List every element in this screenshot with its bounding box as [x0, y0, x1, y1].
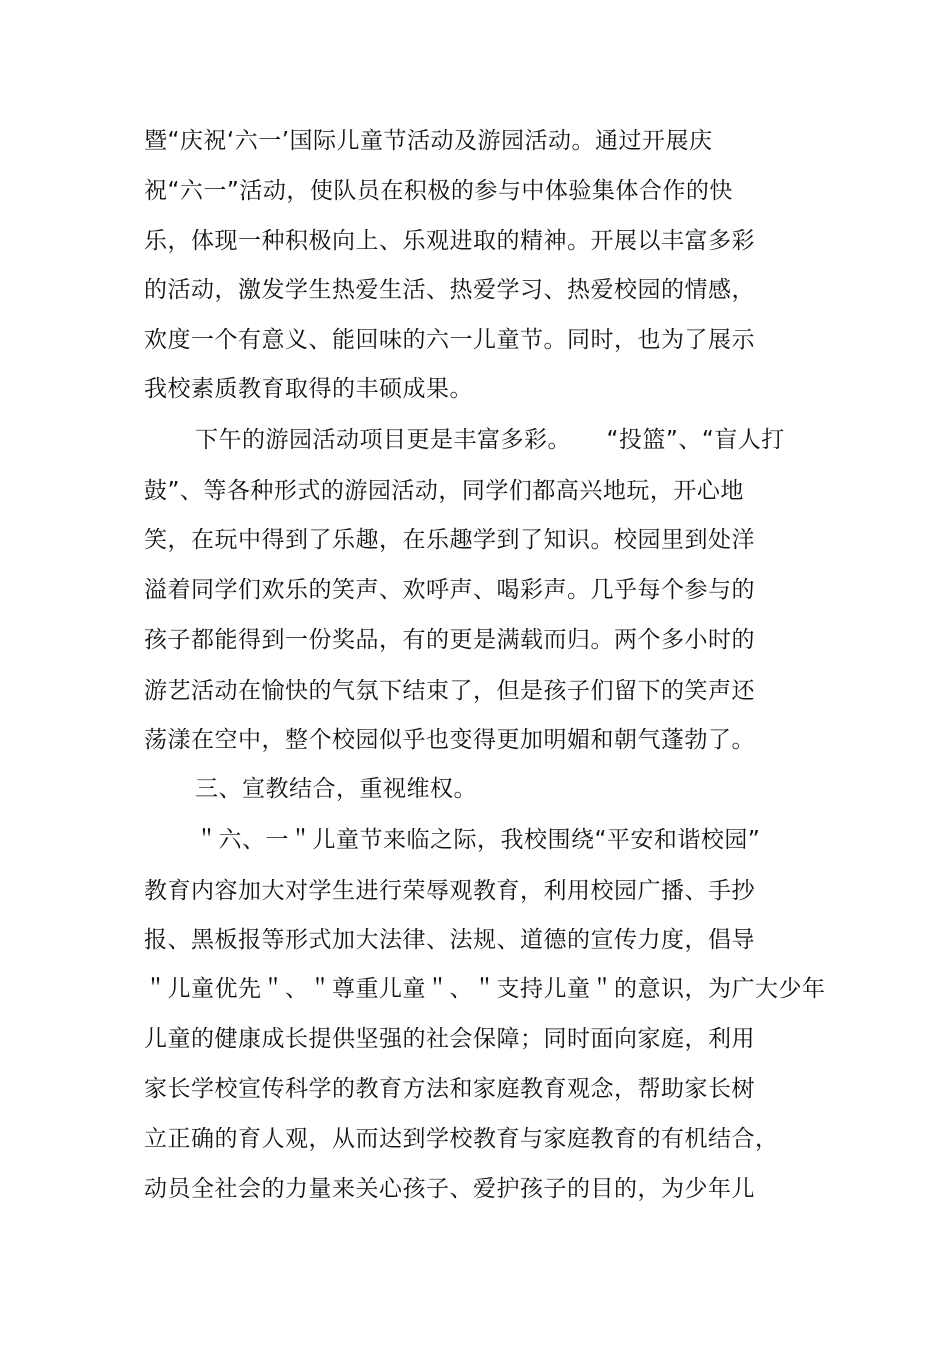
paragraph-start-line: 下午的游园活动项目更是丰富多彩。 “投篮”、“盲人打 — [195, 427, 785, 453]
text-line: 动员全社会的力量来关心孩子、爱护孩子的目的，为少年儿 — [144, 1176, 755, 1202]
text-line: 立正确的育人观，从而达到学校教育与家庭教育的有机结合， — [144, 1126, 779, 1152]
text-line: 我校素质教育取得的丰硕成果。 — [144, 376, 473, 402]
text-line: 教育内容加大对学生进行荣辱观教育，利用校园广播、手抄 — [144, 878, 755, 904]
text-line: ＂儿童优先＂、＂尊重儿童＂、＂支持儿童＂的意识，为广大少年 — [144, 976, 826, 1002]
text-line: 儿童的健康成长提供坚强的社会保障；同时面向家庭，利用 — [144, 1026, 755, 1052]
text-line: 家长学校宣传科学的教育方法和家庭教育观念，帮助家长树 — [144, 1076, 755, 1102]
text-line: 鼓”、等各种形式的游园活动，同学们都高兴地玩，开心地 — [144, 478, 744, 504]
text-line: 笑，在玩中得到了乐趣，在乐趣学到了知识。校园里到处洋 — [144, 527, 755, 553]
text-line: 荡漾在空中，整个校园似乎也变得更加明媚和朝气蓬勃了。 — [144, 727, 755, 753]
text-line: 祝“六一”活动，使队员在积极的参与中体验集体合作的快 — [144, 178, 733, 204]
text-line: 孩子都能得到一份奖品，有的更是满载而归。两个多小时的 — [144, 627, 755, 653]
section-heading: 三、宣教结合，重视维权。 — [195, 776, 477, 802]
text-line: 报、黑板报等形式加大法律、法规、道德的宣传力度，倡导 — [144, 927, 755, 953]
text-line: 欢度一个有意义、能回味的六一儿童节。同时，也为了展示 — [144, 327, 755, 353]
text-line: 乐，体现一种积极向上、乐观进取的精神。开展以丰富多彩 — [144, 228, 755, 254]
text-line: 游艺活动在愉快的气氛下结束了，但是孩子们留下的笑声还 — [144, 678, 755, 704]
text-line: 的活动，激发学生热爱生活、热爱学习、热爱校园的情感， — [144, 277, 755, 303]
text-line: 暨“庆祝‘六一’国际儿童节活动及游园活动。通过开展庆 — [144, 128, 713, 154]
text-line: 溢着同学们欢乐的笑声、欢呼声、喝彩声。几乎每个参与的 — [144, 577, 755, 603]
paragraph-start-line: ＂六、一＂儿童节来临之际，我校围绕“平安和谐校园” — [195, 827, 761, 853]
